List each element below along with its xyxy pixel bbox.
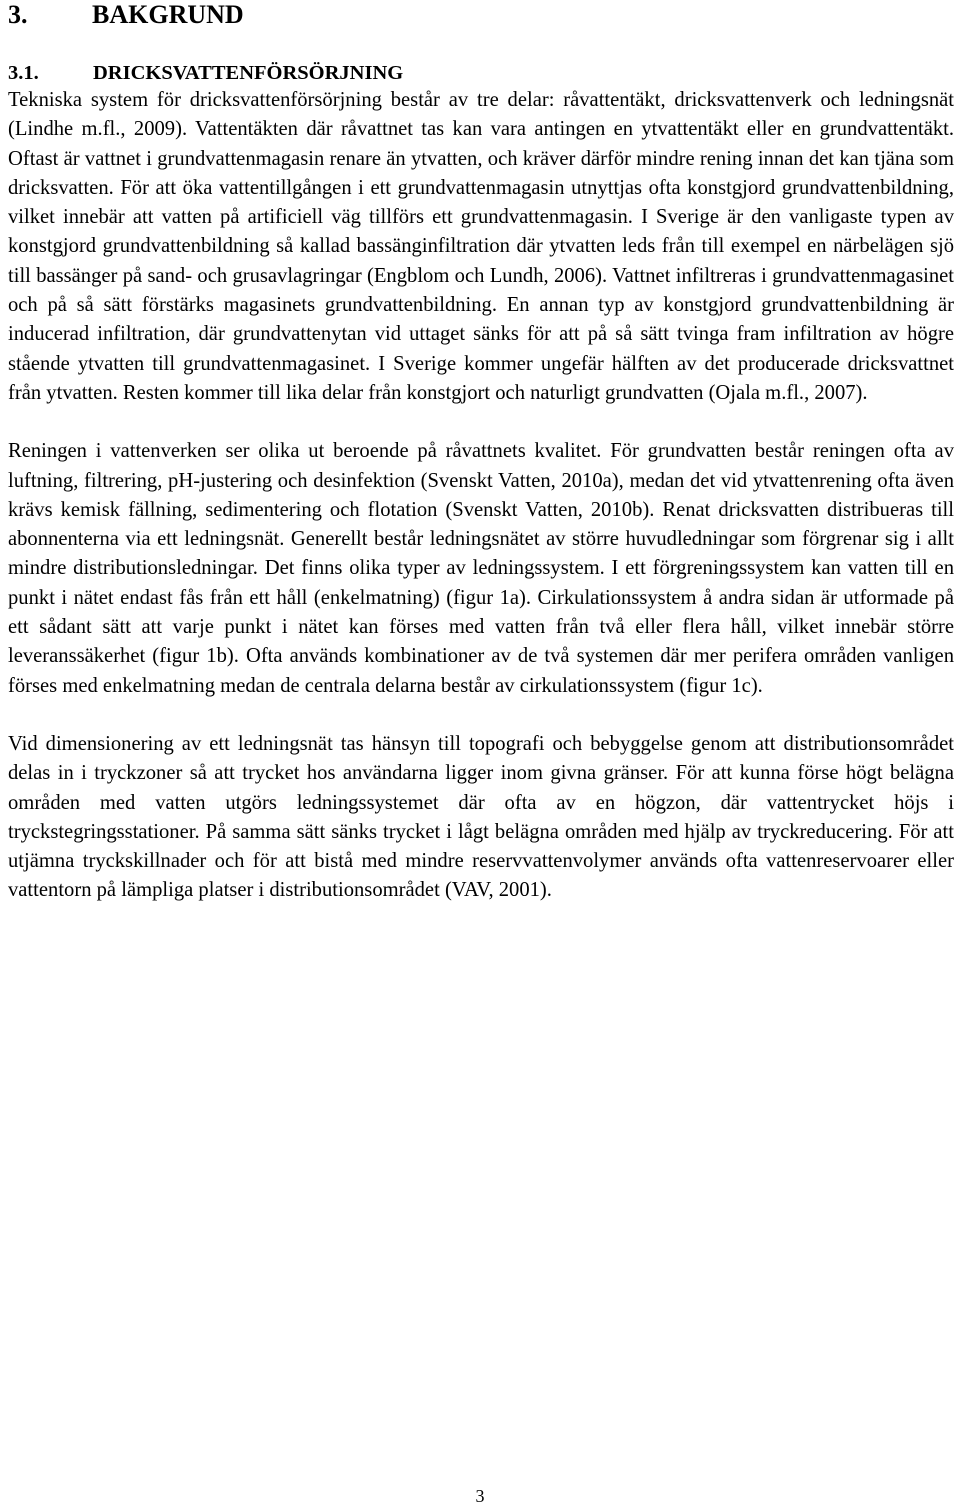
chapter-number: 3. xyxy=(8,0,28,29)
section-heading xyxy=(8,60,954,86)
section-number: 3.1. xyxy=(8,62,39,84)
paragraph-2: Reningen i vattenverken ser olika ut beroende på råvattnets kvalitet. För grundvatten består reningen ofta av luftning, filtrering, pH-justering och desinfektion (Svenskt Vatten, 2010a), medan det vid ytvattenrening ofta även krävs kemisk fällning, sedimentering och flotation (Svenskt Vatten, 2010b). Renat dricksvatten distribueras till abonnenterna via ett ledningsnät. Generellt består ledningsnätet av större huvudledningar som förgrenar sig i allt mindre distributionsledningar. Det finns olika typer av ledningssystem. I ett förgreningssystem kan vatten till en punkt i nätet endast fås från ett håll (enkelmatning) (figur 1a). Cirkulationssystem å andra sidan är utformade på ett sådant sätt att varje punkt i nätet kan förses med vatten från två eller flera håll, vilket innebär större leveranssäkerhet (figur 1b). Ofta används kombinationer av de två systemen där mer perifera områden vanligen förses med enkelmatning medan de centrala delarna består av cirkulationssystem (figur 1c). xyxy=(8,440,954,697)
section-title: DRICKSVATTENFÖRSÖRJNING xyxy=(93,62,404,84)
chapter-heading xyxy=(8,0,954,30)
paragraph-1: Tekniska system för dricksvattenförsörjning består av tre delar: råvattentäkt, dricksvattenverk och ledningsnät (Lindhe m.fl., 2009). Vattentäkten där råvattnet tas kan vara antingen en ytvattentäkt eller en grundvattentäkt. Oftast är vattnet i grundvattenmagasin renare än ytvatten, och kräver därför mindre rening innan det kan tjäna som dricksvatten. För att öka vattentillgången i ett grundvattenmagasin utnyttjas ofta konstgjord grundvattenbildning, vilket innebär att vatten på artificiell väg tillförs ett grundvattenmagasin. I Sverige är den vanligaste typen av konstgjord grundvattenbildning så kallad bassänginfiltration där ytvatten leds från till exempel en närbelägen sjö till bassänger på sand- och grusavlagringar (Engblom och Lundh, 2006). Vattnet infiltreras i grundvattenmagasinet och på så sätt förstärks magasinets grundvattenbildning. En annan typ av konstgjord grundvattenbildning är inducerad infiltration, där grundvattenytan vid uttaget sänks för att på så sätt tvinga fram infiltration av högre stående ytvatten till grundvattenmagasinet. I Sverige kommer ungefär hälften av det producerade dricksvattnet från ytvatten. Resten kommer till lika delar från konstgjort och naturligt grundvatten (Ojala m.fl., 2007). xyxy=(8,89,954,404)
chapter-title: BAKGRUND xyxy=(92,0,244,29)
paragraph-3: Vid dimensionering av ett ledningsnät tas hänsyn till topografi och bebyggelse genom att distributionsområdet delas in i tryckzoner så att trycket hos användarna ligger inom givna gränser. För att kunna förse högt belägna områden med vatten utgörs ledningssystemet där ofta av en högzon, där vattentrycket höjs i tryckstegringsstationer. På samma sätt sänks trycket i lågt belägna områden med hjälp av tryckreducering. För att utjämna tryckskillnader och för att bistå med mindre reservvattenvolymer används ofta vattenreservoarer eller vattentorn på lämpliga platser i distributionsområdet (VAV, 2001). xyxy=(8,732,954,902)
document-page xyxy=(8,0,954,906)
page-number: 3 xyxy=(475,1486,485,1506)
